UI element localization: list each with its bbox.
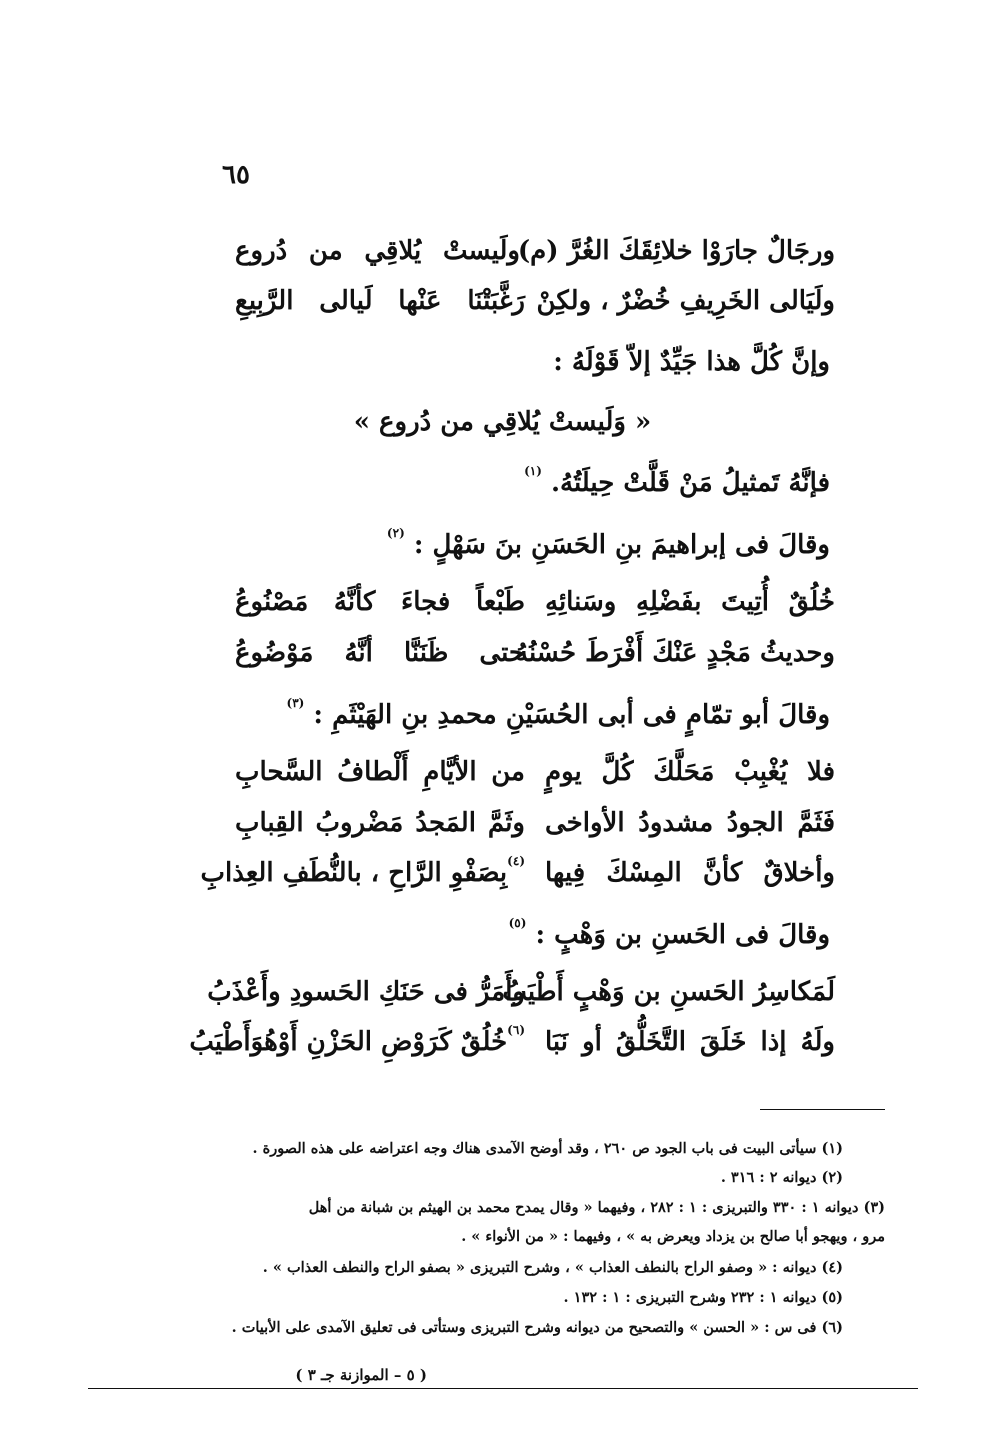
verse-3-second-hemistich: طَبْعاً فجاءَ كأنَّهُ مَصْنُوعُ [235,587,525,617]
verse-6-second-hemistich: وثَمَّ المَجدُ مَضْروبُ القِبابِ [235,808,525,838]
footnote-5: (٥) ديوانه ١ : ٢٣٢ وشرح التبريزى : ١ : ١٣٢ . [563,1289,843,1306]
verse-1-second-hemistich: ولَيستْ يُلاقِي من دُروع [235,236,520,266]
verse-line-3 [235,587,835,631]
verse-4-first-hemistich: وحديثُ مَجْدٍ عَنْكَ أَفْرَطَ حُسْنُهُ [515,638,835,668]
verse-3-first-hemistich: خُلُقٌ أُتِيتَ بفَضْلِهِ وسَنائِهِ [545,587,835,617]
verse-line-2 [235,286,835,330]
footnote-4: (٤) ديوانه : « وصفو الراح بالنطف العذاب » ، وشرح التبريزى « بصفو الراح والنطف العذاب » . [262,1259,843,1276]
footnote-marker-3: (٣) [286,696,305,710]
verse-5-second-hemistich: من الأيَّامِ أَلْطافُ السَّحابِ [235,757,525,787]
footnote-marker-1: (١) [524,464,542,478]
prose-line-judgement-text: فإنَّهُ تَمثيلُ مَنْ قَلَّتْ حِيلَتُهُ. [550,468,830,498]
verse-9-second-hemistich [189,1023,525,1057]
verse-5-first-hemistich: فلا يُغْبِبْ مَحَلَّكَ كُلَّ يومٍ [545,757,835,787]
verse-line-8 [207,977,835,1021]
footnote-3-line-2: مرو ، ويهجو أبا صالح بن يزداد ويعرض به » ، وفيهما : « من الأنواء » . [461,1228,885,1245]
prose-line-intro-abu-tammam [286,696,830,730]
footnote-3-line-1: (٣) ديوانه ١ : ٣٣٠ والتبريزى : ١ : ٢٨٢ ، وفيهما « وقال يمدح محمد بن الهيثم بن شبانة من أهل [308,1199,885,1216]
prose-line-intro-hasan [508,916,830,950]
footnote-6: (٦) فى س : « الحسن » والتصحيح من ديوانه وشرح التبريزى وستأتى فى تعليق الآمدى على الأبيات . [231,1319,843,1336]
footnote-marker-4: (٤) [507,854,525,868]
verse-line-6 [235,808,835,852]
verse-line-4 [235,638,835,682]
footnote-marker-5: (٥) [508,916,527,930]
bottom-rule [88,1388,918,1389]
verse-9-second-hemistich-text: خُلُقٌ كَرَوْضِ الحَزْنِ أَوْهُوَأَطْيَبُ [189,1027,508,1057]
verse-line-7 [200,854,835,902]
verse-9-first-hemistich: ولَهُ إذا خَلَقَ التَّخَلُّقُ أو نَبَا [545,1027,835,1057]
verse-7-second-hemistich-text: بِصَفْوِ الرَّاحِ ، بالنُّطَفِ العِذابِ [200,858,508,888]
footnote-2: (٢) ديوانه ٢ : ٣١٦ . [720,1169,843,1186]
verse-8-second-hemistich: وأَمَرُّ فى حَنَكِ الحَسودِ وأَعْذَبُ [207,977,525,1007]
prose-line-intro-ibrahim [386,526,830,560]
verse-line-9 [189,1023,835,1071]
page-number: ٦٥ [222,160,250,190]
verse-7-first-hemistich: وأخلاقٌ كأنَّ المِسْكَ فِيها [545,858,835,888]
verse-line-1 [235,236,835,280]
signature-mark: ( ٥ – الموازنة جـ ٣ ) [295,1366,427,1384]
verse-1-first-hemistich: ورجَالٌ جارَوْا خلائِقَكَ الغُرَّ (م) [517,236,835,266]
footnote-1: (١) سيأتى البيت فى باب الجود ص ٢٦٠ ، وقد أوضح الآمدى هناك وجه اعتراضه على هذه الصورة . [252,1140,843,1157]
verse-8-first-hemistich: لَمَكاسِرُ الحَسنِ بن وَهْبٍ أَطْيَبُ [502,977,835,1007]
prose-line-intro-abu-tammam-text: وقالَ أبو تمّامٍ فى أبى الحُسَيْنِ محمدِ بنِ الهَيْثَمِ : [313,700,830,730]
footnote-marker-6: (٦) [507,1023,525,1037]
prose-line-intro-ibrahim-text: وقالَ فى إبراهيمَ بنِ الحَسَنِ بنَ سَهْلٍ : [413,530,830,560]
verse-7-second-hemistich [200,854,525,888]
verse-6-first-hemistich: فَثَمَّ الجودُ مشدودُ الأواخى [545,808,835,838]
footnote-marker-2: (٢) [386,526,405,540]
verse-2-second-hemistich: رَغَّبَتْنَا عَنْها لَيالى الرَّبِيعِ [235,286,525,316]
prose-line-comment: وإنَّ كُلَّ هذا جَيِّدٌ إلاّ قَوْلَهُ : [553,347,830,377]
verse-4-second-hemistich: حتى ظَنَنَّا أنَّهُ مَوْضُوعُ [235,638,525,668]
prose-line-judgement [524,464,830,498]
prose-line-intro-hasan-text: وقالَ فى الحَسنِ بن وَهْبٍ : [535,920,830,950]
quoted-phrase: « وَلَيستْ يُلاقِي من دُروع » [353,407,652,437]
verse-2-first-hemistich: ولَيَالى الخَرِيفِ خُضْرٌ ، ولكِنْ [536,286,835,316]
footnote-separator [760,1109,885,1110]
verse-line-5 [235,757,835,801]
